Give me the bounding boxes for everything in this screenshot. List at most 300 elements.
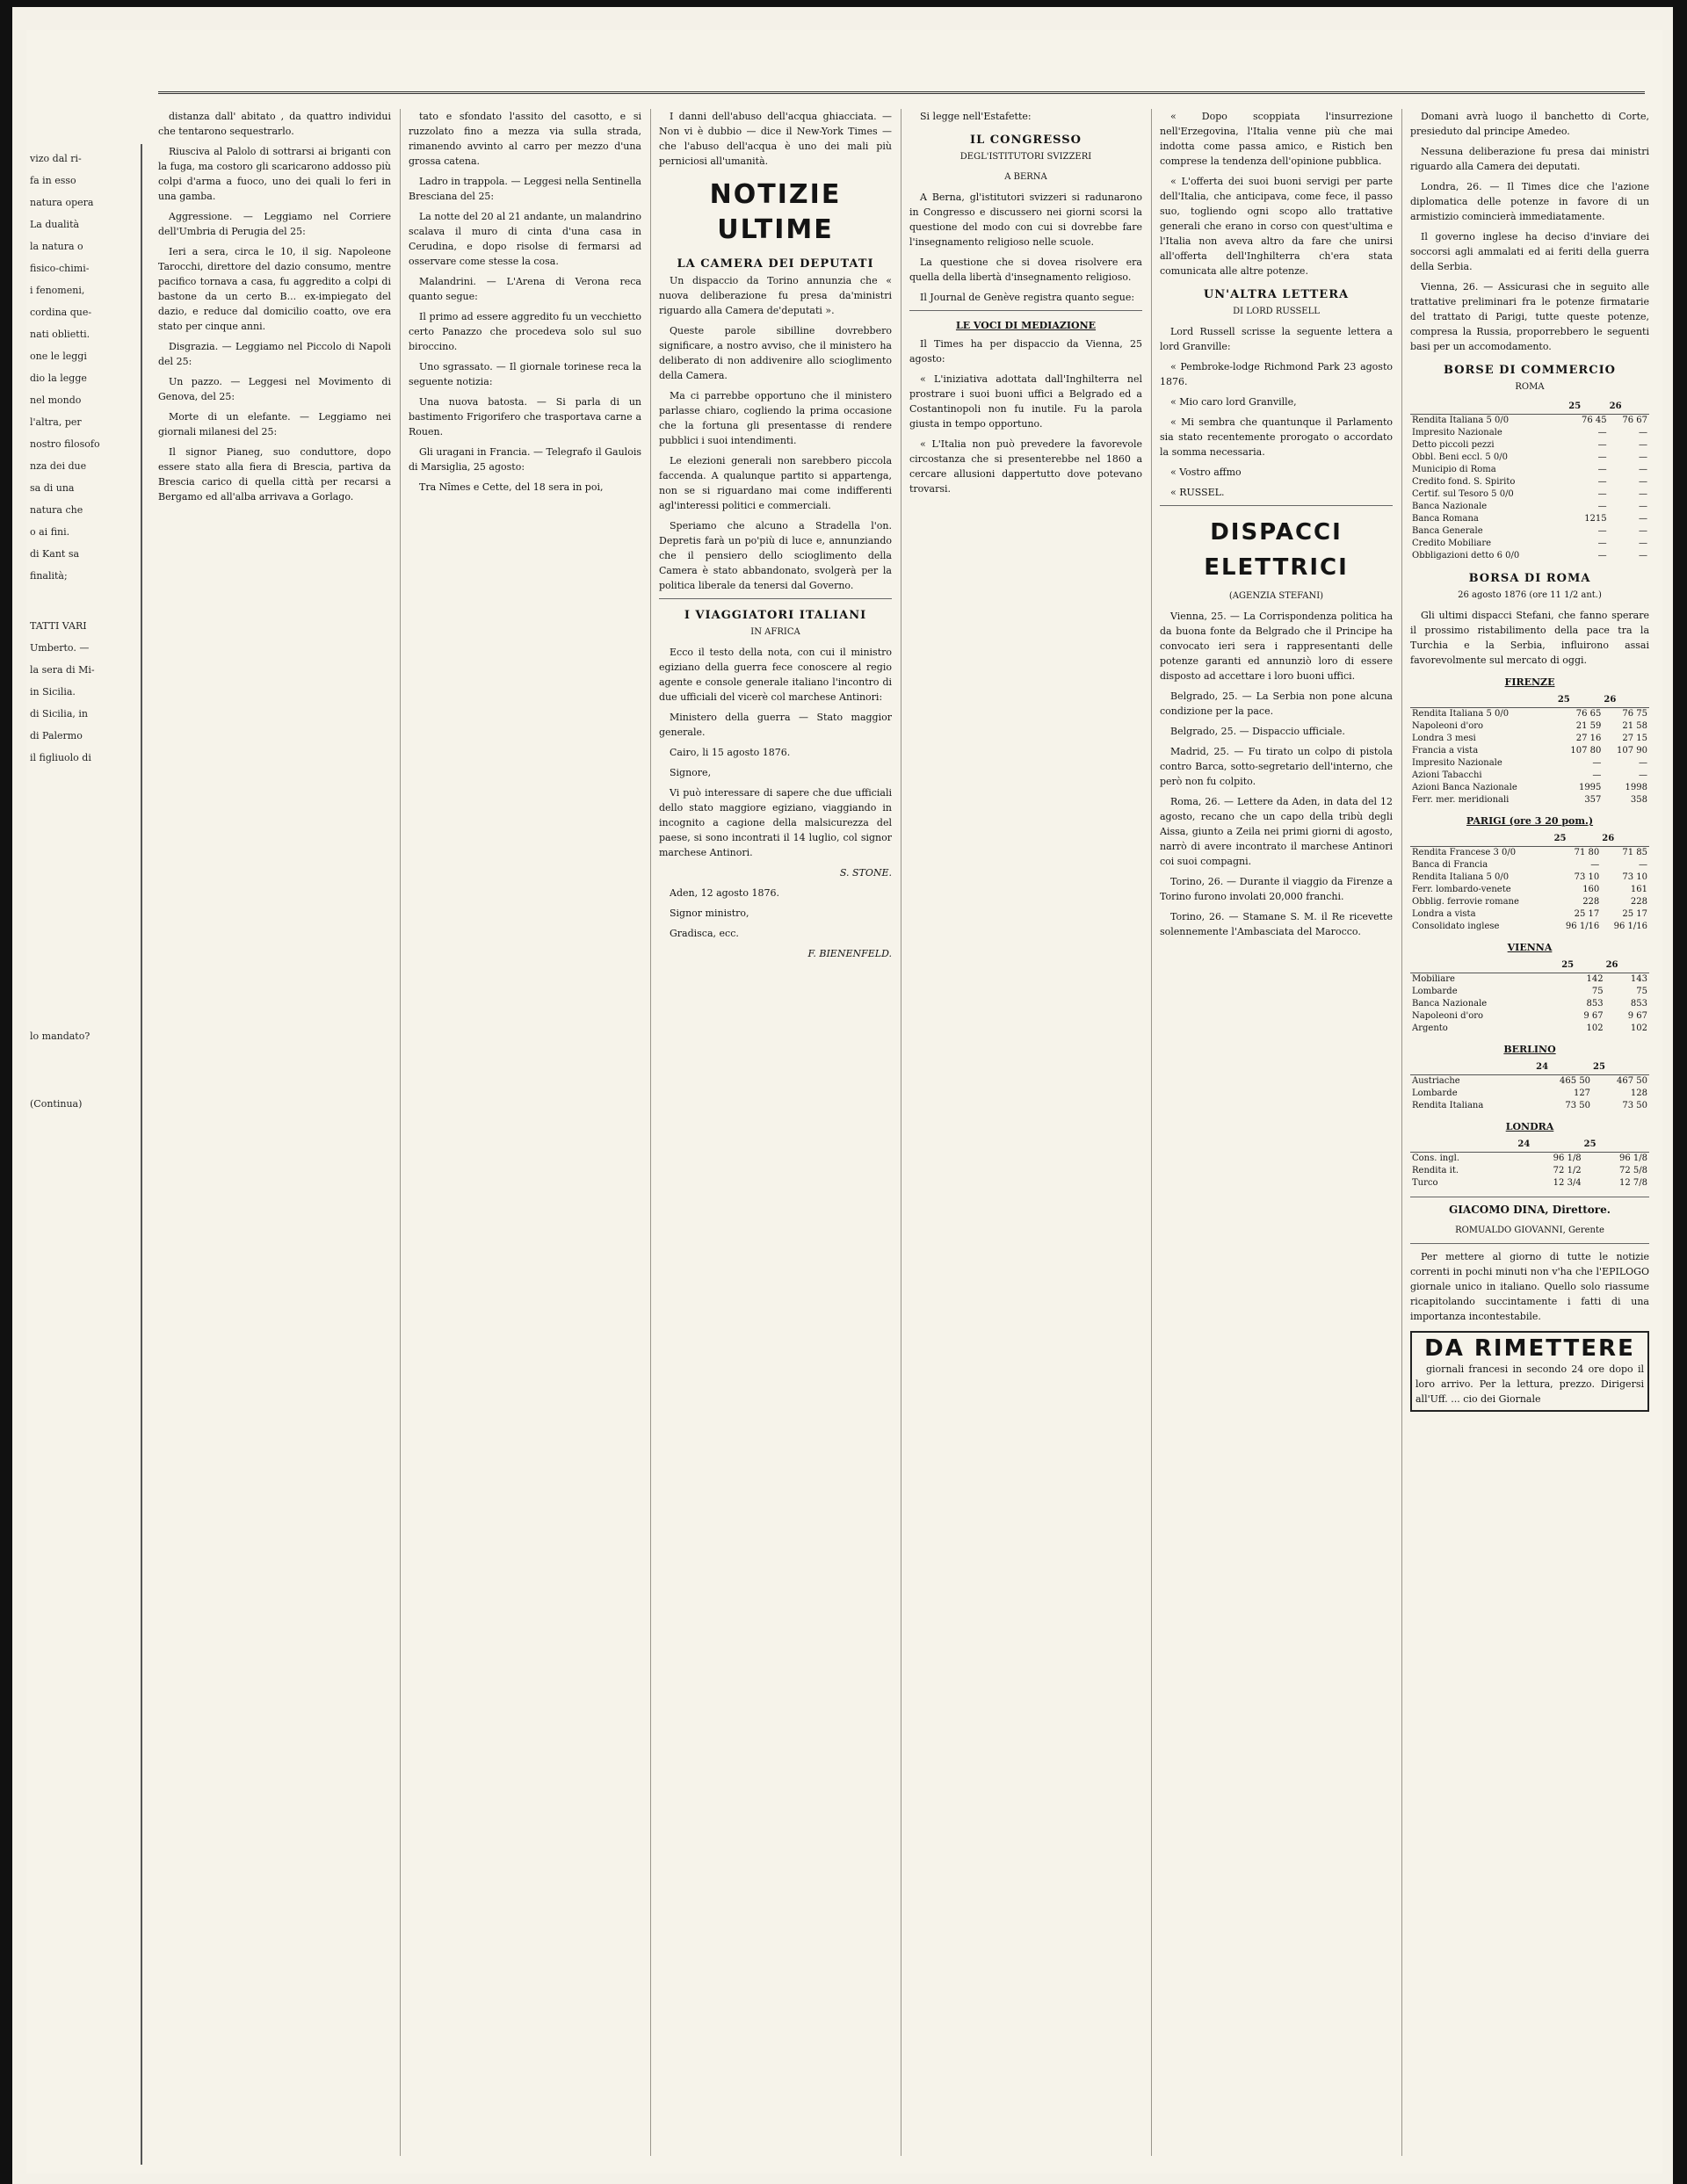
table-cell: —: [1639, 452, 1647, 462]
article-paragraph: A Berna, gl'istitutori svizzeri si radunarono in Congresso e discussero nei giorni scorsi la questione del modo con cui si dovrebbe fare l'insegnamento religioso nelle scuole.: [909, 192, 1142, 248]
table-cell: 160: [1582, 885, 1600, 894]
borse-subheading: ROMA: [1515, 382, 1545, 392]
table-cell: 853: [1586, 999, 1604, 1009]
article-paragraph: Riusciva al Palolo di sottrarsi ai briganti con la fuga, ma costoro gli scaricarono addosso più colpi d'arma a fuoco, uno dei quali lo feri in una gamba.: [158, 146, 391, 202]
table-header-row: [1410, 1060, 1649, 1075]
article-paragraph: Un dispaccio da Torino annunzia che « nuova deliberazione fu presa da'ministri riguardo alla Camera de'deputati ».: [659, 275, 892, 316]
table-cell: 9 67: [1583, 1011, 1604, 1021]
table-cell: 96 1/16: [1613, 922, 1647, 931]
article-paragraph: Signore,: [670, 767, 712, 778]
table-cell: —: [1590, 860, 1600, 870]
table-cell: —: [1639, 758, 1647, 768]
section-rule: [1410, 1243, 1649, 1244]
table-cell: Credito Mobiliare: [1412, 539, 1492, 548]
column-separator: [1151, 109, 1152, 2156]
table-cell: Napoleoni d'oro: [1412, 721, 1484, 731]
column-1: [158, 109, 391, 2156]
table-row: [1410, 973, 1649, 987]
margin-text-line: di Sicilia, in: [30, 708, 88, 720]
table-header-cell: 25: [1592, 1060, 1649, 1075]
section-rule: [1160, 505, 1393, 506]
vienna-heading: VIENNA: [1507, 942, 1553, 953]
table-cell: Obbl. Beni eccl. 5 0/0: [1412, 452, 1508, 462]
table-cell: Certif. sul Tesoro 5 0/0: [1412, 489, 1514, 499]
firenze-quotes-table: [1410, 693, 1649, 806]
table-cell: 107 80: [1570, 746, 1602, 756]
table-header-row: [1410, 400, 1649, 415]
table-header-cell: [1410, 1060, 1535, 1075]
parigi-quotes-table: [1410, 832, 1649, 933]
table-cell: 72 5/8: [1619, 1166, 1647, 1175]
article-paragraph: Uno sgrassato. — Il giornale torinese reca la seguente notizia:: [409, 361, 641, 387]
margin-text-line: di Palermo: [30, 730, 83, 741]
table-cell: 102: [1586, 1023, 1604, 1033]
berlino-heading: BERLINO: [1503, 1044, 1556, 1055]
margin-text-line: (Continua): [30, 1098, 83, 1110]
table-row: [1410, 1165, 1649, 1177]
table-cell: —: [1597, 440, 1607, 450]
table-cell: 72 1/2: [1553, 1166, 1582, 1175]
table-cell: 71 80: [1574, 848, 1600, 857]
table-cell: 107 90: [1617, 746, 1647, 756]
table-cell: —: [1639, 551, 1647, 560]
table-cell: 71 85: [1622, 848, 1647, 857]
table-cell: 102: [1630, 1023, 1647, 1033]
column-separator: [400, 109, 401, 2156]
margin-text-line: natura che: [30, 504, 83, 516]
table-cell: —: [1639, 428, 1647, 438]
table-row: [1410, 538, 1649, 550]
table-cell: Rendita Italiana 5 0/0: [1412, 709, 1510, 719]
table-cell: Ferr. mer. meridionali: [1412, 795, 1510, 805]
article-paragraph: Si legge nell'Estafette:: [920, 111, 1032, 122]
margin-text-line: la natura o: [30, 241, 83, 252]
table-cell: 27 15: [1622, 734, 1647, 743]
table-cell: 75: [1636, 987, 1647, 996]
margin-text-line: il figliuolo di: [30, 752, 91, 763]
article-paragraph: « L'Italia non può prevedere la favorevole circostanza che si presenterebbe nel 1860 a cercare allusioni dappertutto dove potevano trovarsi.: [909, 438, 1142, 495]
table-cell: 73 10: [1622, 872, 1647, 882]
table-header-cell: 25: [1583, 1138, 1649, 1153]
margin-text-line: dio la legge: [30, 372, 87, 384]
table-row: [1410, 1075, 1649, 1088]
section-rule: [659, 598, 892, 599]
table-header-cell: 25: [1557, 693, 1604, 708]
table-cell: 1995: [1578, 783, 1602, 792]
article-paragraph: Una nuova batosta. — Si parla di un bastimento Frigorifero che trasportava carne a Rouen.: [409, 396, 641, 438]
table-row: [1410, 884, 1649, 896]
manager-line: ROMUALDO GIOVANNI, Gerente: [1455, 1226, 1604, 1235]
dispacci-heading: DISPACCI ELETTRICI: [1204, 519, 1349, 581]
table-cell: 76 67: [1622, 416, 1647, 425]
table-header-cell: [1410, 1138, 1517, 1153]
signature: S. STONE.: [839, 867, 892, 879]
table-cell: Consolidato inglese: [1412, 922, 1500, 931]
article-paragraph: Gli uragani in Francia. — Telegrafo il Gaulois di Marsiglia, 25 agosto:: [409, 446, 641, 473]
table-cell: Londra a vista: [1412, 909, 1476, 919]
column-6: [1410, 109, 1649, 2156]
table-cell: Banca di Francia: [1412, 860, 1488, 870]
table-cell: 228: [1630, 897, 1647, 907]
margin-text-line: TATTI VARI: [30, 620, 87, 632]
table-row: [1410, 871, 1649, 884]
editor-line: GIACOMO DINA, Direttore.: [1449, 1204, 1611, 1216]
table-cell: —: [1639, 477, 1647, 487]
article-paragraph: « Mi sembra che quantunque il Parlamento sia stato recentemente prorogato o accordato la somma necessaria.: [1160, 416, 1393, 458]
table-cell: 75: [1591, 987, 1604, 996]
article-paragraph: « L'iniziativa adottata dall'Inghilterra nel prostrare i suoi buoni uffici a Belgrado ed a Costantinopoli non fu inutile. Fu la parola giusta in tempo opportuno.: [909, 373, 1142, 430]
table-cell: 1215: [1584, 514, 1607, 524]
column-separator: [1401, 109, 1402, 2156]
table-row: [1410, 986, 1649, 998]
article-paragraph: Il primo ad essere aggredito fu un vecchietto certo Panazzo che procedeva solo sul suo biroccino.: [409, 311, 641, 352]
table-header-cell: 26: [1603, 693, 1649, 708]
table-header-cell: [1410, 958, 1560, 973]
dispacci-subheading: (AGENZIA STEFANI): [1228, 591, 1324, 601]
table-cell: —: [1639, 489, 1647, 499]
table-cell: Impresito Nazionale: [1412, 428, 1502, 438]
table-cell: 73 50: [1565, 1101, 1591, 1110]
table-cell: 127: [1573, 1088, 1591, 1098]
table-cell: Obblig. ferrovie romane: [1412, 897, 1519, 907]
table-row: [1410, 1100, 1649, 1112]
article-paragraph: Un pazzo. — Leggesi nel Movimento di Genova, del 25:: [158, 376, 391, 402]
article-paragraph: Madrid, 25. — Fu tirato un colpo di pistola contro Barca, sotto-segretario dell'interno, che però non fu colpito.: [1160, 746, 1393, 787]
table-row: [1410, 525, 1649, 538]
table-row: [1410, 720, 1649, 733]
table-cell: —: [1592, 758, 1602, 768]
table-cell: Mobiliare: [1412, 974, 1455, 984]
table-row: [1410, 782, 1649, 794]
top-rule: [158, 91, 1645, 94]
table-row: [1410, 770, 1649, 782]
table-row: [1410, 501, 1649, 513]
table-row: [1410, 452, 1649, 464]
table-cell: —: [1639, 502, 1647, 511]
table-cell: Rendita it.: [1412, 1166, 1459, 1175]
table-cell: —: [1597, 465, 1607, 474]
table-cell: Napoleoni d'oro: [1412, 1011, 1484, 1021]
table-cell: Banca Nazionale: [1412, 502, 1488, 511]
table-header-cell: 24: [1517, 1138, 1582, 1153]
article-paragraph: Aden, 12 agosto 1876.: [670, 887, 779, 899]
table-header-cell: 26: [1601, 832, 1649, 847]
table-cell: 73 50: [1622, 1101, 1647, 1110]
article-paragraph: Malandrini. — L'Arena di Verona reca quanto segue:: [409, 276, 641, 302]
table-cell: 96 1/8: [1553, 1153, 1582, 1163]
left-margin-column: [26, 144, 142, 2165]
article-paragraph: Morte di un elefante. — Leggiamo nei giornali milanesi del 25:: [158, 411, 391, 438]
notizie-ultime-heading: NOTIZIE ULTIME: [709, 179, 842, 245]
table-cell: —: [1597, 428, 1607, 438]
margin-text-line: finalità;: [30, 570, 68, 582]
table-cell: 25 17: [1574, 909, 1600, 919]
article-paragraph: Il Journal de Genève registra quanto segue:: [920, 292, 1135, 303]
table-row: [1410, 476, 1649, 488]
margin-text-line: Umberto. —: [30, 642, 90, 654]
table-cell: Cons. ingl.: [1412, 1153, 1460, 1163]
table-row: [1410, 708, 1649, 721]
article-paragraph: Signor ministro,: [670, 908, 749, 919]
margin-text-line: fisico-chimi-: [30, 263, 90, 274]
table-header-cell: 25: [1553, 832, 1602, 847]
article-paragraph: distanza dall' abitato , da quattro individui che tentarono sequestrarlo.: [158, 111, 391, 137]
table-row: [1410, 1023, 1649, 1035]
table-cell: Municipio di Roma: [1412, 465, 1496, 474]
table-cell: —: [1639, 526, 1647, 536]
epilogo-notice: Per mettere al giorno di tutte le notizie correnti in pochi minuti non v'ha che l'EPILOGO giornale unico in italiano. Quello solo riassume ricapitolando succintamente i fatti di una importanza incontestabile.: [1410, 1251, 1649, 1322]
article-paragraph: Torino, 26. — Durante il viaggio da Firenze a Torino furono involati 20,000 franchi.: [1160, 876, 1393, 902]
table-cell: 358: [1630, 795, 1647, 805]
article-paragraph: Ladro in trappola. — Leggesi nella Sentinella Bresciana del 25:: [409, 176, 641, 202]
table-cell: 76 45: [1582, 416, 1607, 425]
article-paragraph: « Pembroke-lodge Richmond Park 23 agosto 1876.: [1160, 361, 1393, 387]
table-row: [1410, 1010, 1649, 1023]
table-header-cell: [1410, 832, 1553, 847]
table-cell: —: [1597, 539, 1607, 548]
congresso-heading: IL CONGRESSO: [970, 134, 1082, 147]
scan-border-left: [0, 0, 12, 2184]
table-cell: 27 16: [1575, 734, 1602, 743]
signature: F. BIENENFELD.: [807, 948, 892, 959]
margin-text-line: la sera di Mi-: [30, 664, 95, 676]
column-2: [409, 109, 641, 2156]
article-paragraph: Queste parole sibilline dovrebbero significare, a nostro avviso, che il ministero ha deliberato di non addivenire allo scioglimento della Camera.: [659, 325, 892, 381]
article-paragraph: Ma ci parrebbe opportuno che il ministero parlasse chiaro, cogliendo la prima occasione che la fortuna gli presentasse di rendere pubblici i suoi intendimenti.: [659, 390, 892, 446]
table-row: [1410, 427, 1649, 439]
margin-text-line: natura opera: [30, 197, 94, 208]
table-cell: —: [1639, 860, 1647, 870]
table-cell: —: [1597, 452, 1607, 462]
table-cell: 25 17: [1622, 909, 1647, 919]
camera-deputati-heading: LA CAMERA DEI DEPUTATI: [677, 257, 874, 271]
table-cell: 12 7/8: [1619, 1178, 1647, 1188]
table-cell: Lombarde: [1412, 1088, 1458, 1098]
table-cell: Turco: [1412, 1178, 1438, 1188]
margin-text-line: o ai fini.: [30, 526, 70, 538]
scan-border-right: [1673, 0, 1687, 2184]
margin-text-line: one le leggi: [30, 351, 87, 362]
table-row: [1410, 757, 1649, 770]
table-cell: 465 50: [1560, 1076, 1591, 1086]
column-3: [659, 109, 892, 2156]
article-paragraph: « Mio caro lord Granville,: [1170, 396, 1297, 408]
londra-heading: LONDRA: [1505, 1121, 1554, 1132]
table-row: [1410, 513, 1649, 525]
table-cell: Francia a vista: [1412, 746, 1479, 756]
table-header-cell: 25: [1560, 958, 1604, 973]
borsa-roma-date: 26 agosto 1876 (ore 11 1/2 ant.): [1458, 590, 1602, 600]
firenze-heading: FIRENZE: [1504, 676, 1555, 688]
article-paragraph: Il signor Pianeg, suo conduttore, dopo essere stato alla fiera di Brescia, partiva da Brescia carico di quella città per recarsi a Bergamo ed all'alba arrivava a Gorlago.: [158, 446, 391, 503]
viaggiatori-heading: I VIAGGIATORI ITALIANI: [684, 609, 867, 622]
table-row: [1410, 488, 1649, 501]
article-paragraph: « Vostro affmo: [1170, 466, 1242, 478]
table-header-cell: [1410, 400, 1568, 415]
table-cell: 76 65: [1575, 709, 1602, 719]
article-paragraph: Le elezioni generali non sarebbero piccola faccenda. A qualunque partito si appartenga, non se si riguardano mai come indifferenti agl'interessi politici e commerciali.: [659, 455, 892, 511]
table-header-cell: 24: [1535, 1060, 1592, 1075]
article-paragraph: La notte del 20 al 21 andante, un malandrino scalava il muro di cinta d'una casa in Cerudina, e dopo risolse di fermarsi ad osservare come stesse la cosa.: [409, 211, 641, 267]
table-cell: —: [1639, 465, 1647, 474]
table-cell: 161: [1630, 885, 1647, 894]
article-paragraph: « RUSSEL.: [1170, 487, 1225, 498]
article-paragraph: Domani avrà luogo il banchetto di Corte, presieduto dal principe Amedeo.: [1410, 111, 1649, 137]
margin-text-line: in Sicilia.: [30, 686, 76, 698]
table-cell: —: [1597, 502, 1607, 511]
table-cell: 357: [1584, 795, 1602, 805]
article-paragraph: Vi può interessare di sapere che due ufficiali dello stato maggiore egiziano, viaggiando in incognito a cagione della malsicurezza del paese, si sono incontrati il 14 luglio, col signor marchese Antinori.: [659, 787, 892, 858]
table-cell: —: [1597, 489, 1607, 499]
table-cell: Azioni Banca Nazionale: [1412, 783, 1517, 792]
lettera-subheading: DI LORD RUSSELL: [1233, 307, 1320, 316]
rimettere-text: giornali francesi in secondo 24 ore dopo il loro arrivo. Per la lettura, prezzo. Dirigersi all'Uff. ... cio dei Giornale: [1415, 1363, 1644, 1405]
article-paragraph: I danni dell'abuso dell'acqua ghiacciata. — Non vi è dubbio — dice il New-York Times — che l'abuso dell'acqua è uno dei mali più perniciosi all'umanità.: [659, 111, 892, 167]
column-5: [1160, 109, 1393, 2156]
table-row: [1410, 415, 1649, 428]
table-cell: 96 1/16: [1565, 922, 1600, 931]
viaggiatori-subheading: IN AFRICA: [750, 627, 800, 637]
article-paragraph: La questione che si dovea risolvere era quella della libertà d'insegnamento religioso.: [909, 257, 1142, 283]
article-paragraph: Disgrazia. — Leggiamo nel Piccolo di Napoli del 25:: [158, 341, 391, 367]
table-header-cell: 25: [1568, 400, 1608, 415]
section-rule: [909, 310, 1142, 311]
table-cell: 9 67: [1627, 1011, 1647, 1021]
article-paragraph: Vienna, 25. — La Corrispondenza politica ha da buona fonte da Belgrado che il Principe ha convocato ieri sera i rappresentanti delle potenze garanti ed annunziò loro di essere disposto ad accettare i loro buoni uffici.: [1160, 611, 1393, 682]
article-paragraph: Belgrado, 25. — La Serbia non pone alcuna condizione per la pace.: [1160, 691, 1393, 717]
margin-text-line: La dualità: [30, 219, 80, 230]
margin-text-line: cordina que-: [30, 307, 92, 318]
table-row: [1410, 1153, 1649, 1166]
table-row: [1410, 439, 1649, 452]
table-cell: Lombarde: [1412, 987, 1458, 996]
table-header-cell: 26: [1609, 400, 1649, 415]
scan-border-top: [0, 0, 1687, 7]
margin-text-line: i fenomeni,: [30, 285, 85, 296]
article-paragraph: Nessuna deliberazione fu presa dai ministri riguardo alla Camera dei deputati.: [1410, 146, 1649, 172]
table-cell: 21 58: [1622, 721, 1647, 731]
borsa-roma-text: Gli ultimi dispacci Stefani, che fanno sperare il prossimo ristabilimento della pace tra la Turchia e la Serbia, influirono assai favorevolmente sul mercato di oggi.: [1410, 610, 1649, 666]
article-paragraph: Londra, 26. — Il Times dice che l'azione diplomatica delle potenze in favore di un armistizio comincierà immediatamente.: [1410, 181, 1649, 222]
article-paragraph: Speriamo che alcuno a Stradella l'on. Depretis farà un po'più di luce e, annunziando che il pensiero dello scioglimento della Camera è stato abbandonato, svolgerà per la politica liberale da tenersi dal Governo.: [659, 520, 892, 591]
lettera-heading: UN'ALTRA LETTERA: [1203, 288, 1350, 301]
table-cell: —: [1639, 539, 1647, 548]
congresso-subheading: DEGL'ISTITUTORI SVIZZERI: [959, 152, 1092, 162]
table-cell: Argento: [1412, 1023, 1448, 1033]
article-paragraph: Il governo inglese ha deciso d'inviare dei soccorsi agli ammalati ed ai feriti della guerra della Serbia.: [1410, 231, 1649, 272]
table-cell: 128: [1630, 1088, 1647, 1098]
table-cell: Credito fond. S. Spirito: [1412, 477, 1516, 487]
table-cell: Rendita Italiana 5 0/0: [1412, 872, 1510, 882]
table-cell: 142: [1586, 974, 1604, 984]
article-paragraph: Ecco il testo della nota, con cui il ministro egiziano della guerra fece conoscere al regio agente e console generale italiano l'incontro di due ufficiali del vicerè col marchese Antinori:: [659, 647, 892, 703]
article-paragraph: Aggressione. — Leggiamo nel Corriere dell'Umbria di Perugia del 25:: [158, 211, 391, 237]
table-cell: 467 50: [1617, 1076, 1647, 1086]
article-paragraph: Vienna, 26. — Assicurasi che in seguito alle trattative preliminari fra le potenze firmatarie del trattato di Parigi, tutte queste potenze, compresa la Russia, proporrebbero le seguenti basi per un accomodamento.: [1410, 281, 1649, 352]
table-row: [1410, 464, 1649, 476]
table-cell: 1998: [1625, 783, 1647, 792]
table-cell: 21 59: [1575, 721, 1602, 731]
table-header-cell: 26: [1605, 958, 1649, 973]
margin-text-line: nostro filosofo: [30, 438, 100, 450]
article-paragraph: Lord Russell scrisse la seguente lettera a lord Granville:: [1160, 326, 1393, 352]
table-cell: Banca Generale: [1412, 526, 1483, 536]
table-cell: —: [1639, 440, 1647, 450]
margin-text-line: nza dei due: [30, 460, 87, 472]
table-row: [1410, 1088, 1649, 1100]
article-paragraph: tato e sfondato l'assito del casotto, e si ruzzolato fino a mezza via sulla strada, rimanendo avvinto al carro per mezzo d'una grossa catena.: [409, 111, 641, 167]
table-cell: Banca Romana: [1412, 514, 1479, 524]
table-header-cell: [1410, 693, 1557, 708]
table-row: [1410, 896, 1649, 908]
margin-text-line: nati oblietti.: [30, 329, 91, 340]
article-paragraph: Ministero della guerra — Stato maggior generale.: [659, 712, 892, 738]
table-row: [1410, 745, 1649, 757]
margin-text-line: sa di una: [30, 482, 75, 494]
table-cell: Ferr. lombardo-venete: [1412, 885, 1511, 894]
article-paragraph: Il Times ha per dispaccio da Vienna, 25 agosto:: [909, 338, 1142, 365]
table-cell: —: [1597, 526, 1607, 536]
table-cell: Impresito Nazionale: [1412, 758, 1502, 768]
vienna-quotes-table: [1410, 958, 1649, 1035]
londra-quotes-table: [1410, 1138, 1649, 1190]
table-row: [1410, 921, 1649, 933]
table-cell: 143: [1630, 974, 1647, 984]
table-cell: Banca Nazionale: [1412, 999, 1488, 1009]
rimettere-heading: DA RIMETTERE: [1424, 1335, 1635, 1362]
borsa-roma-heading: BORSA DI ROMA: [1468, 572, 1591, 585]
table-cell: Rendita Francese 3 0/0: [1412, 848, 1517, 857]
parigi-heading: PARIGI (ore 3 20 pom.): [1466, 815, 1594, 827]
article-paragraph: Tra Nîmes e Cette, del 18 sera in poi,: [419, 481, 604, 493]
newspaper-page: [26, 30, 1662, 2173]
article-paragraph: Cairo, li 15 agosto 1876.: [670, 747, 791, 758]
table-cell: Londra 3 mesi: [1412, 734, 1476, 743]
table-cell: Rendita Italiana 5 0/0: [1412, 416, 1510, 425]
column-4: [909, 109, 1142, 2156]
article-paragraph: Belgrado, 25. — Dispaccio ufficiale.: [1170, 726, 1345, 737]
table-row: [1410, 908, 1649, 921]
table-row: [1410, 847, 1649, 860]
table-cell: —: [1597, 477, 1607, 487]
table-header-row: [1410, 958, 1649, 973]
table-cell: 73 10: [1574, 872, 1600, 882]
table-row: [1410, 550, 1649, 562]
congresso-location: A BERNA: [1004, 172, 1047, 182]
table-cell: Obbligazioni detto 6 0/0: [1412, 551, 1520, 560]
table-cell: Rendita Italiana: [1412, 1101, 1484, 1110]
table-row: [1410, 998, 1649, 1010]
margin-text-line: l'altra, per: [30, 416, 82, 428]
table-cell: 12 3/4: [1553, 1178, 1582, 1188]
table-cell: Austriache: [1412, 1076, 1460, 1086]
roma-quotes-table: [1410, 400, 1649, 562]
mediazione-heading: LE VOCI DI MEDIAZIONE: [955, 320, 1097, 331]
article-paragraph: Torino, 26. — Stamane S. M. il Re ricevette solennemente l'Ambasciata del Marocco.: [1160, 911, 1393, 937]
article-paragraph: Gradisca, ecc.: [670, 928, 739, 939]
table-row: [1410, 794, 1649, 806]
article-paragraph: Roma, 26. — Lettere da Aden, in data del 12 agosto, recano che un capo della tribù degli Aissa, giunto a Zeila nei primi giorni di agosto, narrò di avere incontrato il marchese Antinori coi suoi compagni.: [1160, 796, 1393, 867]
table-cell: 228: [1582, 897, 1600, 907]
table-cell: 853: [1630, 999, 1647, 1009]
table-cell: Detto piccoli pezzi: [1412, 440, 1495, 450]
table-cell: 96 1/8: [1619, 1153, 1647, 1163]
table-header-row: [1410, 1138, 1649, 1153]
margin-text-line: di Kant sa: [30, 548, 80, 560]
table-cell: —: [1592, 770, 1602, 780]
margin-text-line: nel mondo: [30, 394, 82, 406]
table-cell: Azioni Tabacchi: [1412, 770, 1482, 780]
